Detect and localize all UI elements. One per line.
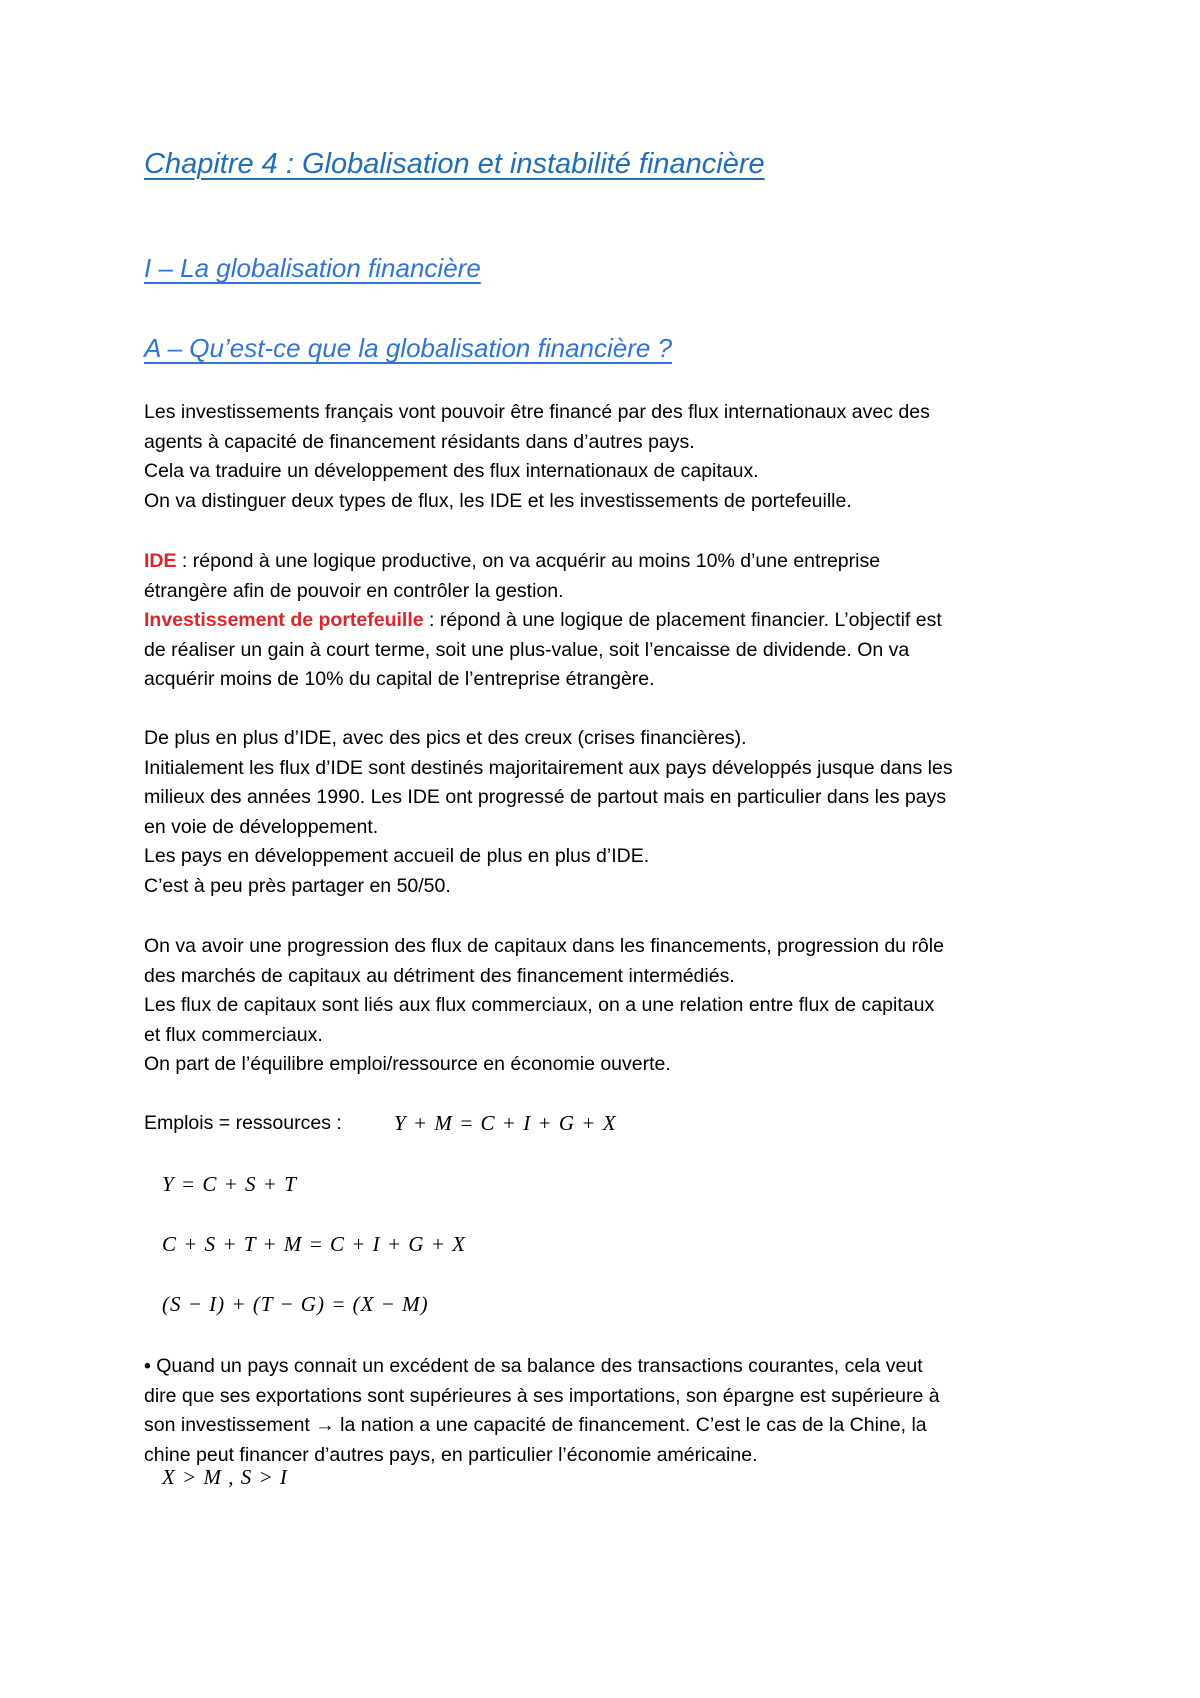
text-line: chine peut financer d’autres pays, en particulier l’économie américaine. — [144, 1443, 758, 1466]
text-line: On va avoir une progression des flux de capitaux dans les financements, progression du rôle — [144, 935, 944, 957]
paragraph-bullet — [144, 1352, 1074, 1470]
text-line: Initialement les flux d’IDE sont destinés majoritairement aux pays développés jusque dans les — [144, 756, 953, 779]
bullet-icon: • — [144, 1355, 151, 1377]
chapter-title: Chapitre 4 : Globalisation et instabilité financière — [144, 148, 765, 180]
text-line: Les investissements français vont pouvoir être financé par des flux internationaux avec des — [144, 401, 930, 423]
text-line: On va distinguer deux types de flux, les IDE et les investissements de portefeuille. — [144, 489, 852, 512]
arrow-right-icon: → — [315, 1414, 335, 1436]
text-line: agents à capacité de financement résidants dans d’autres pays. — [144, 430, 695, 453]
equation-4: (S − I) + (T − G) = (X − M) — [162, 1292, 429, 1316]
text-segment: Quand un pays connait un excédent de sa balance des transactions courantes, cela veut — [150, 1355, 923, 1377]
ide-term: IDE — [144, 550, 177, 572]
text-line: des marchés de capitaux au détriment des financement intermédiés. — [144, 964, 735, 987]
paragraph-capital-flows — [144, 932, 1074, 1080]
text-line: Cela va traduire un développement des flux internationaux de capitaux. — [144, 460, 759, 482]
subsection-title: A – Qu’est-ce que la globalisation financière ? — [144, 333, 673, 363]
text-line: De plus en plus d’IDE, avec des pics et des creux (crises financières). — [144, 727, 747, 749]
equation-2: Y = C + S + T — [162, 1172, 297, 1196]
equation-label: Emplois = ressources : — [144, 1112, 342, 1134]
equation-5: X > M , S > I — [162, 1465, 288, 1489]
text-line: acquérir moins de 10% du capital de l’entreprise étrangère. — [144, 668, 655, 690]
text-line: C’est à peu près partager en 50/50. — [144, 874, 451, 897]
list-item — [144, 1352, 1074, 1382]
text-segment: la nation a une capacité de financement. C’est le cas de la Chine, la — [334, 1414, 927, 1436]
text-line: milieux des années 1990. Les IDE ont progressé de partout mais en particulier dans les pays — [144, 786, 947, 808]
equation-1: Y + M = C + I + G + X — [394, 1111, 617, 1135]
paragraph-intro — [144, 398, 1074, 516]
text-line: étrangère afin de pouvoir en contrôler la gestion. — [144, 579, 564, 602]
equation-3: C + S + T + M = C + I + G + X — [162, 1232, 466, 1256]
paragraph-ide-trends — [144, 724, 1074, 901]
text-line — [144, 547, 1074, 577]
text-segment: son investissement — [144, 1414, 316, 1436]
portfolio-term: Investissement de portefeuille — [144, 609, 424, 631]
portfolio-definition: : répond à une logique de placement financier. L’objectif est — [423, 609, 942, 631]
text-line: dire que ses exportations sont supérieures à ses importations, son épargne est supérieure à — [144, 1384, 940, 1407]
ide-definition: : répond à une logique productive, on va acquérir au moins 10% d’une entreprise — [176, 550, 881, 572]
text-line — [144, 606, 1074, 636]
text-line: de réaliser un gain à court terme, soit une plus-value, soit l’encaisse de dividende. On va — [144, 638, 910, 661]
text-line — [144, 1411, 1074, 1441]
section-title: I – La globalisation financière — [144, 253, 481, 283]
paragraph-definitions — [144, 547, 1074, 695]
text-line: On part de l’équilibre emploi/ressource en économie ouverte. — [144, 1053, 671, 1075]
text-line: Les pays en développement accueil de plus en plus d’IDE. — [144, 845, 650, 867]
text-line: Les flux de capitaux sont liés aux flux commerciaux, on a une relation entre flux de capitaux — [144, 994, 935, 1016]
text-line: en voie de développement. — [144, 815, 379, 838]
text-line: et flux commerciaux. — [144, 1023, 323, 1046]
